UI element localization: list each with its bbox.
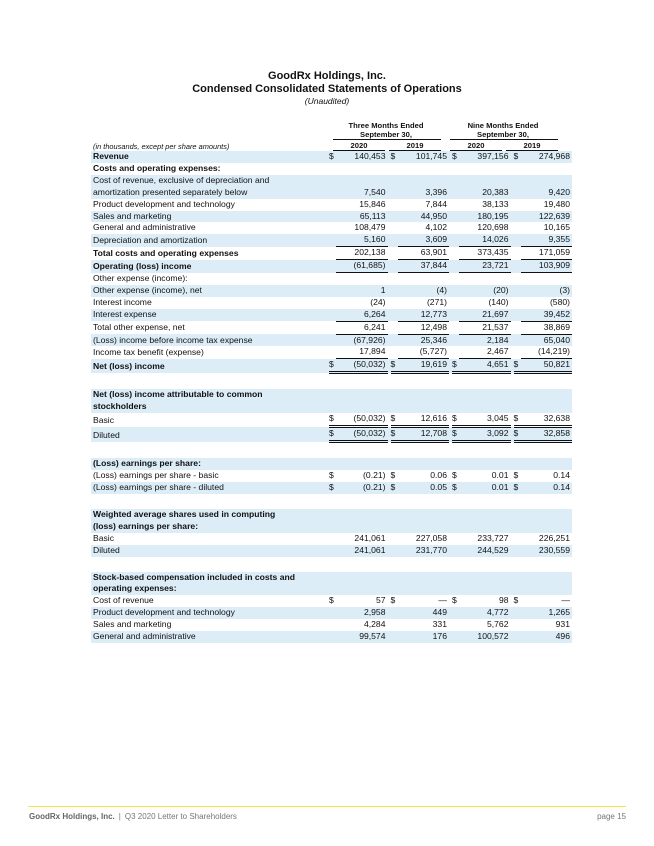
table-row: Sales and marketing 4,284 331 5,762 931 [93,619,570,630]
table-row: Interest expense 6,264 12,773 21,697 39,452 [93,308,570,320]
table-row: (Loss) earnings per share: [91,458,572,470]
table-row: Cost of revenue, exclusive of depreciation and [91,175,572,187]
table-row: Diluted $ (50,032) $ 12,708 $ 3,092 $ 32,858 [93,428,570,440]
income-statement-table [91,151,572,643]
table-row: (loss) earnings per share: [91,521,572,533]
table-row: General and administrative 108,479 4,102 120,698 10,165 [93,222,570,233]
table-row: Income tax benefit (expense) 17,894 (5,727) 2,467 (14,219) [93,346,570,357]
table-row: Diluted 241,061 231,770 244,529 230,559 [93,544,570,555]
unaudited-note: (Unaudited) [304,96,350,106]
table-row: amortization presented separately below 7,540 3,396 20,383 9,420 [93,186,570,197]
units-note: (in thousands, except per share amounts) [93,142,230,151]
company-name: GoodRx Holdings, Inc. [268,70,386,82]
table-row: stockholders [91,401,572,413]
table-row: Net (loss) income attributable to common [91,389,572,401]
year-col-3: 2020 [450,141,502,151]
nine-months-rule [450,139,558,140]
table-row: Operating (loss) income (61,685) 37,844 23,721 103,909 [93,260,570,271]
three-months-header: Three Months Ended September 30, [348,121,424,139]
table-row: (Loss) earnings per share - diluted $ (0.21) $ 0.05 $ 0.01 $ 0.14 [93,482,570,493]
year-col-2: 2019 [389,141,441,151]
table-row: Weighted average shares used in computing [91,509,572,521]
year-col-4: 2019 [506,141,558,151]
table-row: (Loss) earnings per share - basic $ (0.21) $ 0.06 $ 0.01 $ 0.14 [93,470,570,481]
table-row: Product development and technology 2,958 449 4,772 1,265 [93,607,570,618]
table-row: Other expense (income): [93,273,188,284]
table-row: (Loss) income before income tax expense (67,926) 25,346 2,184 65,040 [93,334,570,345]
table-row: Revenue $ 140,453 $ 101,745 $ 397,156 $ 274,968 [93,151,570,161]
table-row: Sales and marketing 65,113 44,950 180,195 122,639 [93,210,570,221]
footer-separator: | [118,812,121,821]
nine-months-header: Nine Months Ended September 30, [467,121,539,139]
table-row: Interest income (24) (271) (140) (580) [93,296,570,307]
statement-title: Condensed Consolidated Statements of Operations [192,83,462,95]
table-row: Basic 241,061 227,058 233,727 226,251 [93,532,570,543]
table-row: Basic $ (50,032) $ 12,616 $ 3,045 $ 32,638 [93,413,570,425]
table-row: operating expenses: [91,583,572,595]
table-row: Cost of revenue $ 57 $ — $ 98 $ — [93,595,570,606]
footer-divider [28,806,626,807]
table-row: Depreciation and amortization 5,160 3,609 14,026 9,355 [93,234,570,245]
table-row: General and administrative 99,574 176 100,572 496 [93,631,570,642]
table-row: Net (loss) income $ (50,032) $ 19,619 $ 4,651 $ 50,821 [93,359,570,371]
footer-left [29,812,237,821]
table-row: Other expense (income), net 1 (4) (20) (3) [93,284,570,295]
footer-doc: Q3 2020 Letter to Shareholders [124,812,237,821]
page-number: page 15 [597,812,626,821]
year-col-1: 2020 [333,141,385,151]
footer-company: GoodRx Holdings, Inc. [29,812,115,821]
table-row: Product development and technology 15,846 7,844 38,133 19,480 [93,198,570,209]
table-row: Total other expense, net 6,241 12,498 21,537 38,869 [93,321,570,333]
table-row: Costs and operating expenses: [93,162,221,173]
table-row: Stock-based compensation included in costs and [91,572,572,584]
table-row: Total costs and operating expenses 202,138 63,901 373,435 171,059 [93,247,570,258]
three-months-rule [333,139,441,140]
